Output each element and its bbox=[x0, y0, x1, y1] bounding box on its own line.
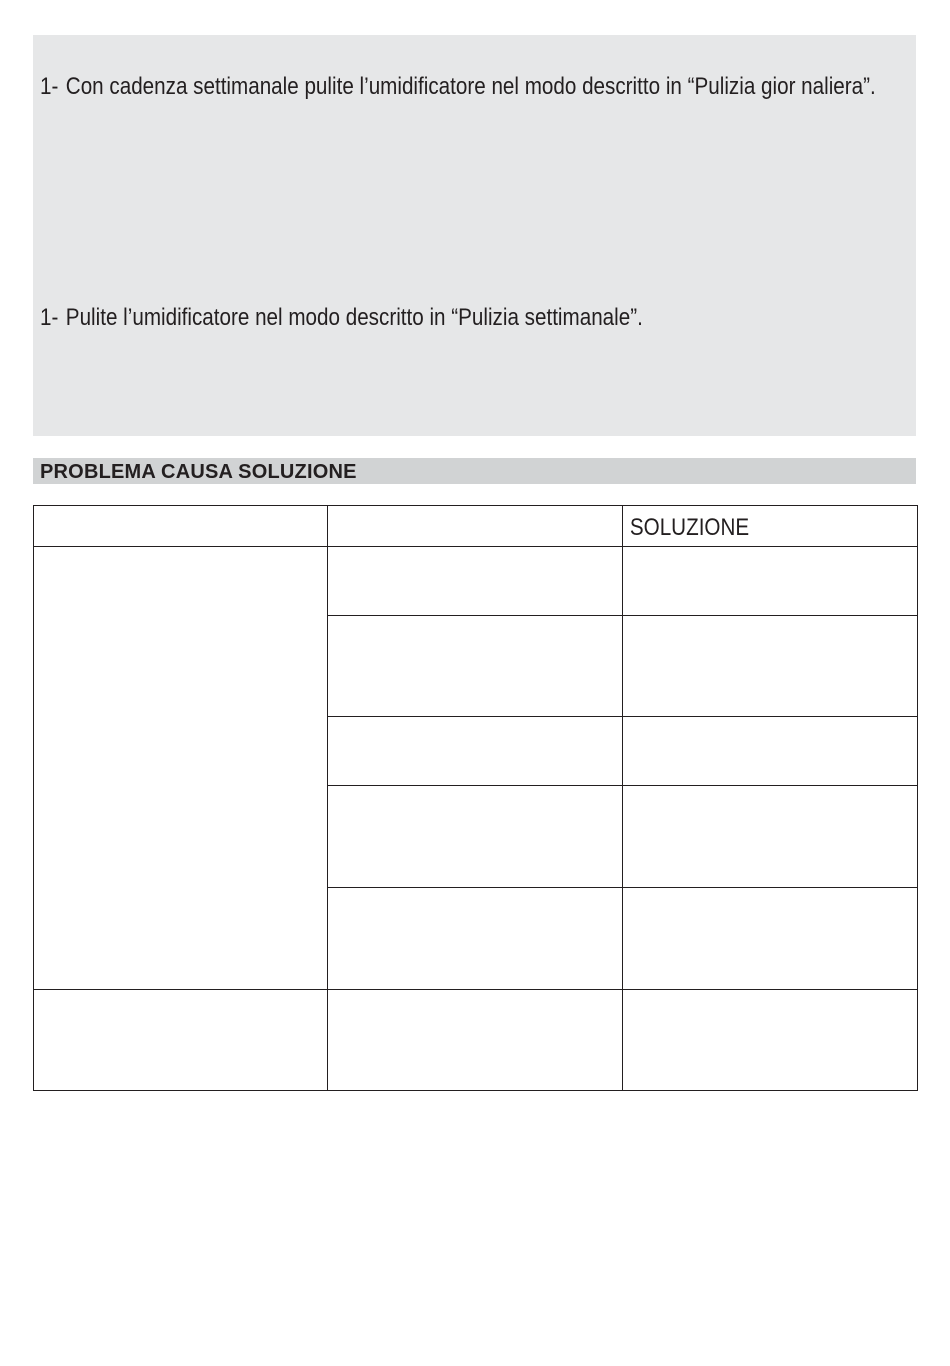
cause-cell bbox=[328, 888, 623, 990]
maintenance-step bbox=[40, 302, 904, 334]
cause-cell bbox=[328, 547, 623, 616]
header-cell-problema bbox=[34, 506, 328, 547]
solution-cell bbox=[623, 717, 918, 786]
step-text: Con cadenza settimanale pulite l’umidificatore nel modo descritto in “Pulizia gior naliera”. bbox=[65, 73, 876, 100]
maintenance-step bbox=[40, 71, 904, 103]
table-header-row bbox=[34, 506, 918, 547]
solution-cell bbox=[623, 990, 918, 1091]
solution-cell bbox=[623, 616, 918, 717]
solution-cell bbox=[623, 547, 918, 616]
maintenance-box bbox=[33, 35, 916, 436]
header-label bbox=[328, 518, 335, 526]
cause-cell bbox=[328, 717, 623, 786]
header-cell-soluzione bbox=[623, 506, 918, 547]
section-header bbox=[33, 458, 916, 484]
header-cell-causa bbox=[328, 506, 623, 547]
cause-cell bbox=[328, 616, 623, 717]
problem-cell bbox=[34, 547, 328, 990]
step-number: 1- bbox=[40, 73, 59, 100]
header-label: SOLUZIONE bbox=[629, 514, 750, 541]
step-number: 1- bbox=[40, 304, 59, 331]
troubleshooting-table bbox=[33, 505, 918, 1091]
table-row bbox=[34, 990, 918, 1091]
solution-cell bbox=[623, 888, 918, 990]
step-text: Pulite l’umidificatore nel modo descritto in “Pulizia settimanale”. bbox=[65, 304, 643, 331]
problem-cell bbox=[34, 990, 328, 1091]
solution-cell bbox=[623, 786, 918, 888]
section-title: PROBLEMA CAUSA SOLUZIONE bbox=[40, 461, 357, 483]
header-label bbox=[34, 518, 41, 526]
cause-cell bbox=[328, 990, 623, 1091]
table-row bbox=[34, 547, 918, 616]
cause-cell bbox=[328, 786, 623, 888]
